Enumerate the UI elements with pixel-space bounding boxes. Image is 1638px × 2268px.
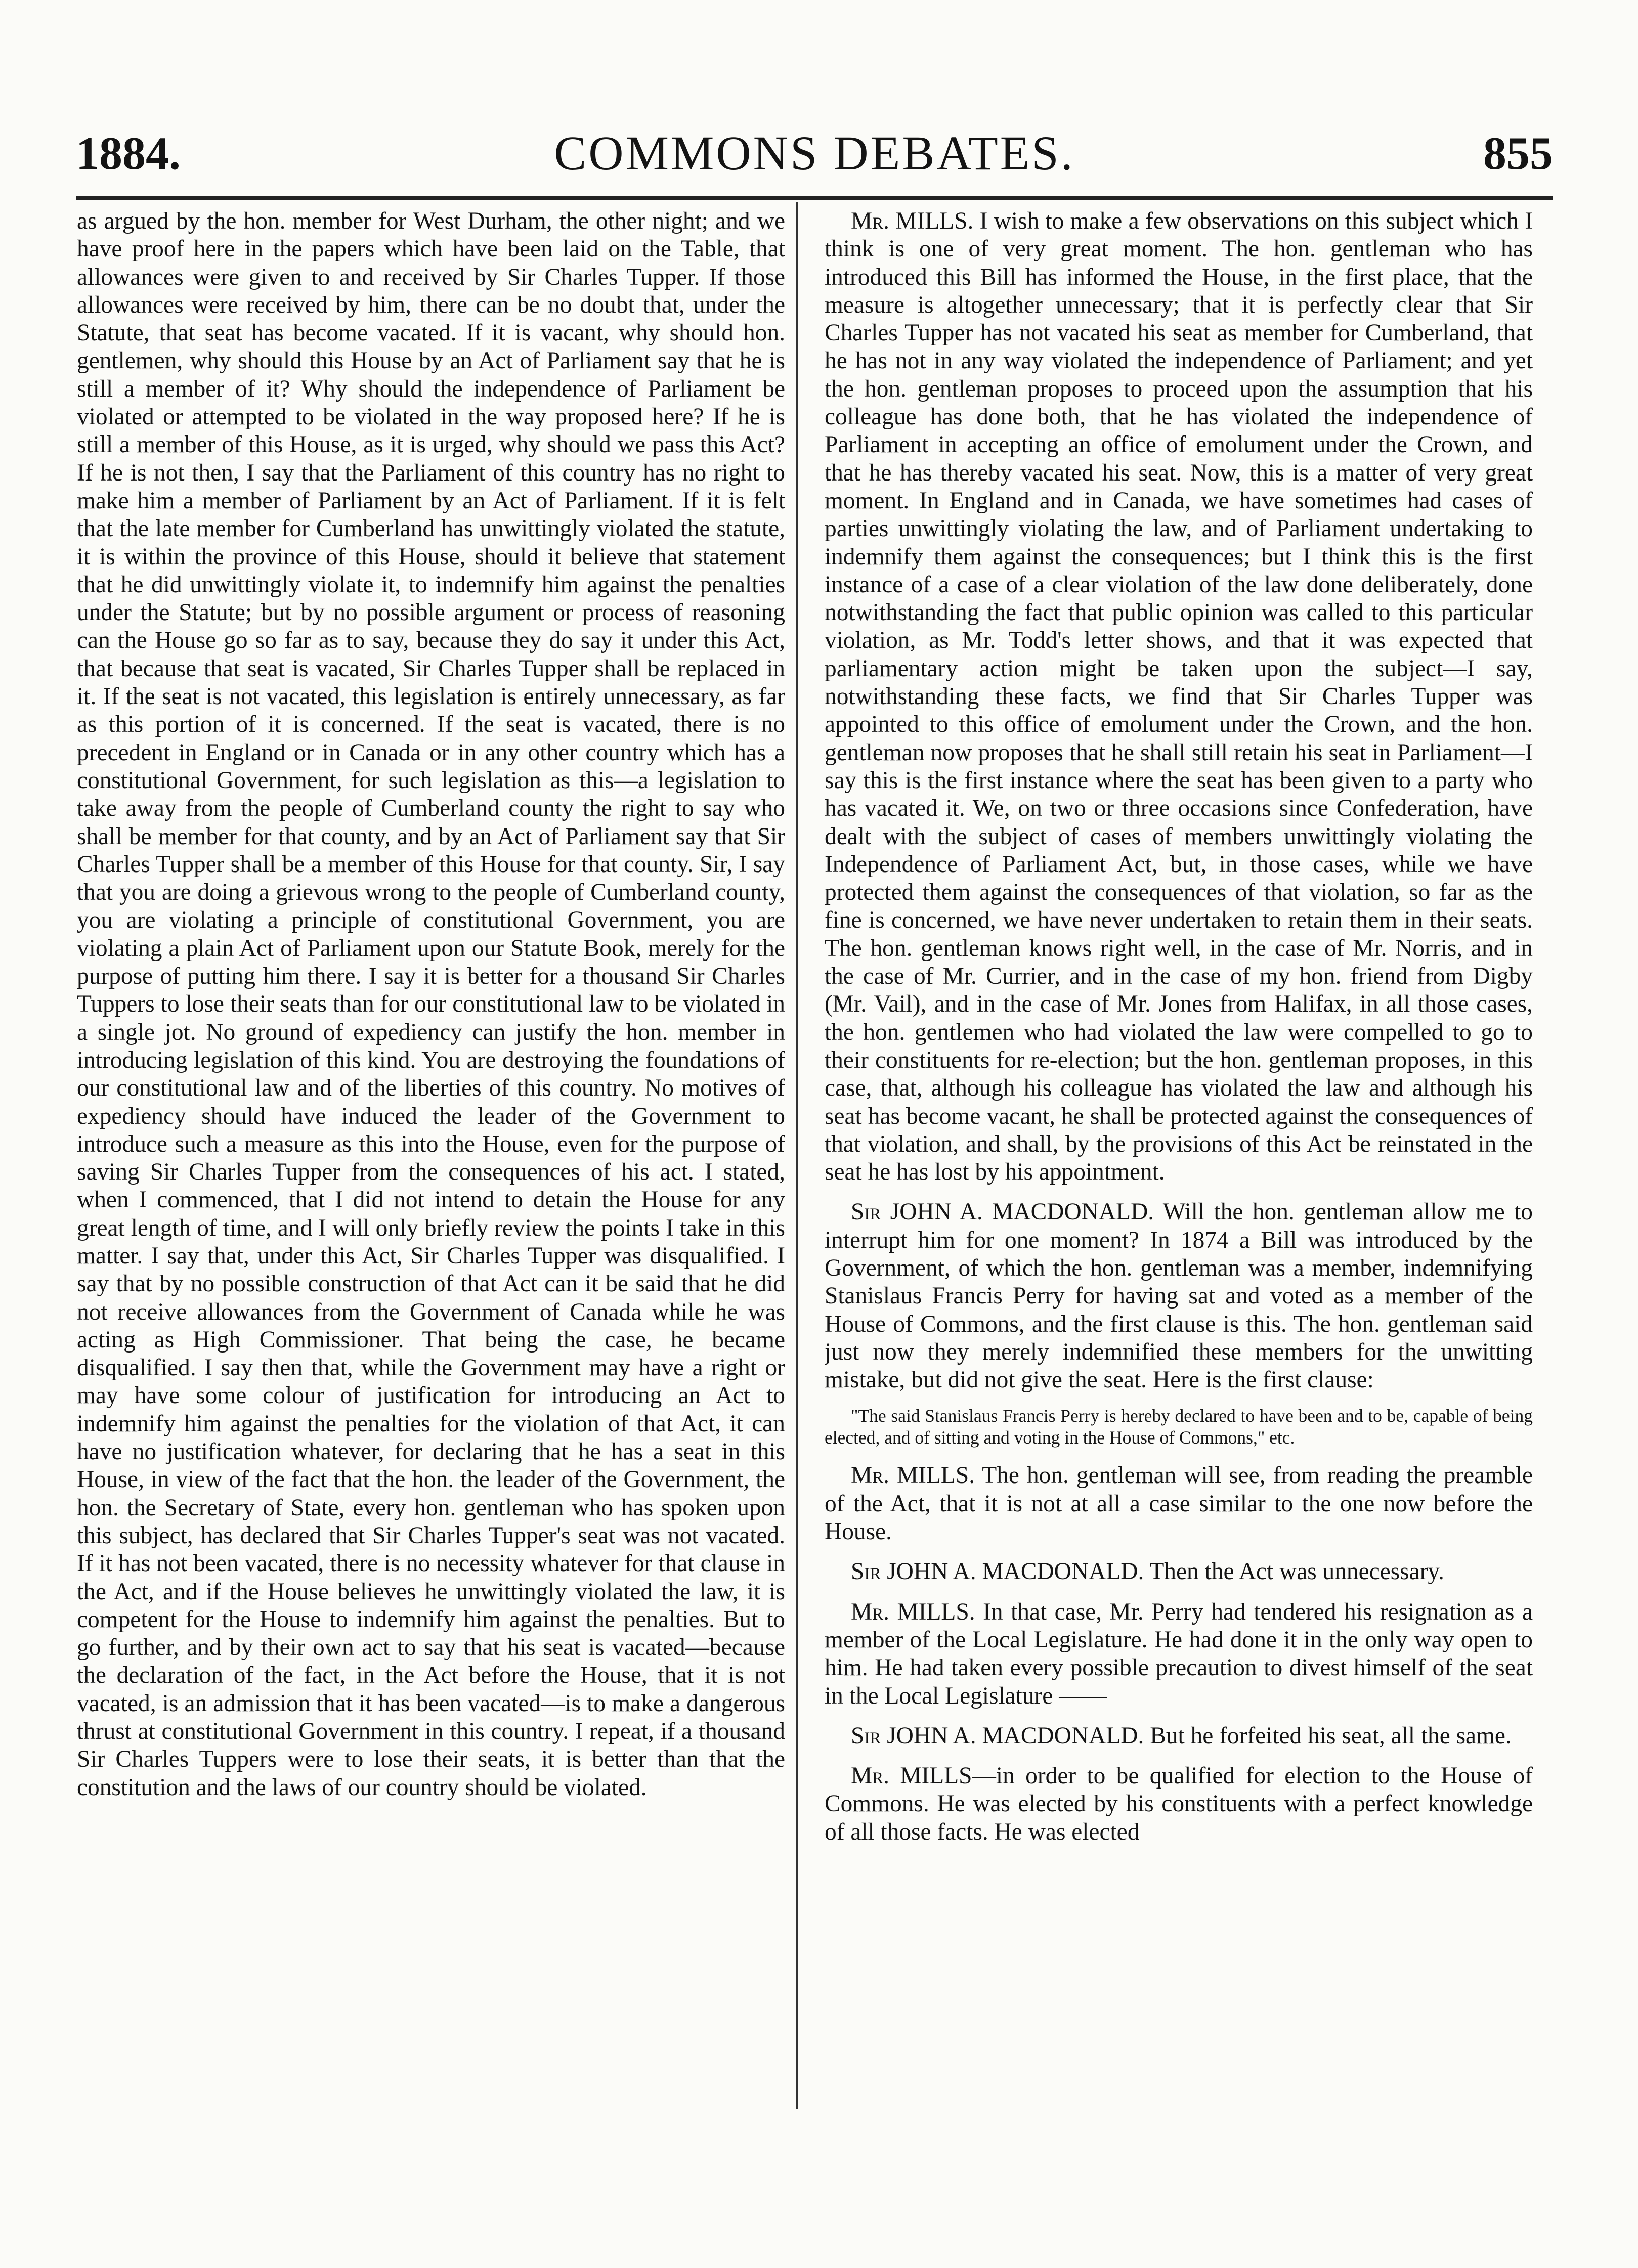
header-rule <box>76 196 1553 200</box>
speech-paragraph <box>825 1198 1533 1394</box>
speech-text: I wish to make a few observations on this subject which I think is one of very great moment. The hon. gentleman who has introduced this Bill has informed the House, in the first place, that the measure is altogether unnecessary; that it is perfectly clear that Sir Charles Tupper has not vacated his seat as member for Cumberland, that he has not in any way violated the independence of Parliament; and yet the hon. gentleman proposes to proceed upon the assumption that his colleague has done both, that he has violated the independence of Parliament in accepting an office of emolument under the Crown, and that he has thereby vacated his seat. Now, this is a matter of very great moment. In England and in Canada, we have sometimes had cases of parties unwittingly violating the law, and of Parliament undertaking to indemnify them against the consequences; but I think this is the first instance of a case of a clear violation of the law done deliberately, done notwithstanding the fact that public opinion was called to this particular violation, as Mr. Todd's letter shows, and that it was expected that parliamentary action might be taken upon the subject—I say, notwithstanding these facts, we find that Sir Charles Tupper was appointed to this office of emolument under the Crown, and the hon. gentleman now proposes that he shall still retain his seat in Parliament—I say this is the first instance where the seat has been given to a party who has vacated it. We, on two or three occasions since Confederation, have dealt with the subject of cases of members unwittingly violating the Independence of Parliament Act, but, in those cases, while we have protected them against the consequences of that violation, so far as the fine is concerned, we have never undertaken to retain them in their seats. The hon. gentleman knows right well, in the case of Mr. Norris, and in the case of Mr. Currier, and in the case of my hon. friend from Digby (Mr. Vail), and in the case of Mr. Jones from Halifax, in all those cases, the hon. gentlemen who had violated the law were compelled to go to their constituents for re-election; but the hon. gentleman proposes, in this case, that, although his colleague has violated the law and although his seat has become vacant, he shall be protected against the consequences of that violation, and shall, by the provisions of this Act be reinstated in the seat he has lost by his appointment. <box>825 208 1533 1186</box>
speaker-name: Sir JOHN A. MACDONALD. <box>851 1199 1154 1226</box>
speaker-name: Mr. MILLS. <box>851 1462 975 1489</box>
speech-text: The hon. gentleman will see, from reading the preamble of the Act, that it is not at all a case similar to the one now before the House. <box>825 1462 1533 1545</box>
speech-paragraph <box>825 1558 1533 1586</box>
speech-text: Will the hon. gentleman allow me to interrupt him for one moment? In 1874 a Bill was introduced by the Government, of which the hon. gentleman was a member, indemnifying Stanislaus Francis Perry for having sat and voted as a member of the House of Commons, and the first clause is this. The hon. gentleman said just now they merely indemnified these members for the unwitting mistake, but did not give the seat. Here is the first clause: <box>825 1199 1533 1393</box>
speech-paragraph <box>825 1722 1533 1750</box>
page-header <box>76 115 1553 191</box>
header-page-number: 855 <box>1483 127 1553 179</box>
speech-paragraph <box>825 207 1533 1186</box>
speech-paragraph <box>825 1462 1533 1546</box>
speaker-name: Sir JOHN A. MACDONALD. <box>851 1558 1144 1585</box>
speaker-name: Mr. MILLS <box>851 1763 972 1790</box>
speaker-name: Mr. MILLS. <box>851 1598 975 1625</box>
right-column <box>825 207 1533 2109</box>
speech-text: But he forfeited his seat, all the same. <box>1150 1722 1512 1749</box>
speech-text: —in order to be qualified for election to the House of Commons. He was elected by his constituents with a perfect knowledge of all those facts. He was elected <box>825 1763 1533 1845</box>
speech-paragraph <box>825 1762 1533 1846</box>
header-title: COMMONS DEBATES. <box>554 126 1075 180</box>
left-paragraph: as argued by the hon. member for West Durham, the other night; and we have proof here in the papers which have been laid on the Table, that allowances were given to and received by Sir Charles Tupper. If those allowances were received by him, there can be no doubt that, under the Statute, that seat has become vacated. If it is vacant, why should hon. gentlemen, why should this House by an Act of Parliament say that he is still a member of it? Why should the independence of Parliament be violated or attempted to be violated in the way proposed here? If he is still a member of this House, as it is urged, why should we pass this Act? If he is not then, I say that the Parliament of this country has no right to make him a member of Parliament by an Act of Parliament. If it is felt that the late member for Cumberland has unwittingly violated the statute, it is within the province of this House, should it believe that statement that he did unwittingly violate it, to indemnify him against the penalties under the Statute; but by no possible argument or process of reasoning can the House go so far as to say, because they do say it under this Act, that because that seat is vacated, Sir Charles Tupper shall be replaced in it. If the seat is not vacated, this legislation is entirely unnecessary, as far as this portion of it is concerned. If the seat is vacated, there is no precedent in England or in Canada or in any other country which has a constitutional Government, for such legislation as this—a legislation to take away from the people of Cumberland county the right to say who shall be member for that county, and by an Act of Parliament say that Sir Charles Tupper shall be a member of this House for that county. Sir, I say that you are doing a grievous wrong to the people of Cumberland county, you are violating a principle of constitutional Government, you are violating a plain Act of Parliament upon our Statute Book, merely for the purpose of putting him there. I say it is better for a thousand Sir Charles Tuppers to lose their seats than for our constitutional law to be violated in a single jot. No ground of expediency can justify the hon. member in introducing legislation of this kind. You are destroying the foundations of our constitutional law and of the liberties of this country. No motives of expediency should have induced the leader of the Government to introduce such a measure as this into the House, even for the purpose of saving Sir Charles Tupper from the consequences of his act. I stated, when I commenced, that I did not intend to detain the House for any great length of time, and I will only briefly review the points I take in this matter. I say that, under this Act, Sir Charles Tupper was disqualified. I say that by no possible construction of that Act can it be said that he did not receive allowances from the Government of Canada while he was acting as High Commissioner. That being the case, he became disqualified. I say then that, while the Government may have a right or may have some colour of justification for introducing an Act to indemnify him against the penalties for the violation of that Act, it can have no justification whatever, for declaring that he has a seat in this House, in view of the fact that the hon. the leader of the Government, the hon. the Secretary of State, every hon. gentleman who has spoken upon this subject, has declared that Sir Charles Tupper's seat was not vacated. If it has not been vacated, there is no necessity whatever for that clause in the Act, and if the House believes he unwittingly violated the law, it is competent for the House to indemnify him against the penalties. But to go further, and by their own act to say that his seat is vacated—because the declaration of the fact, in the Act before the House, that it is not vacated, is an admission that it has been vacated—is to make a dangerous thrust at constitutional Government in this country. I repeat, if a thousand Sir Charles Tuppers were to lose their seats, it is better than that the constitution and the laws of our country should be violated. <box>77 208 785 1801</box>
speech-text: In that case, Mr. Perry had tendered his resignation as a member of the Local Legislature. He had done it in the only way open to him. He had taken every possible precaution to divest himself of the seat in the Local Legislature —— <box>825 1598 1533 1709</box>
column-divider <box>796 202 798 2109</box>
header-year: 1884. <box>76 127 181 179</box>
left-column <box>77 207 785 2109</box>
quoted-clause: "The said Stanislaus Francis Perry is hereby declared to have been and to be, capable of being elected, and of sitting and voting in the House of Commons," etc. <box>825 1406 1533 1448</box>
speaker-name: Sir JOHN A. MACDONALD. <box>851 1722 1144 1749</box>
speech-paragraph <box>825 1598 1533 1710</box>
speaker-name: Mr. MILLS. <box>851 208 974 234</box>
speech-text: Then the Act was unnecessary. <box>1149 1558 1444 1585</box>
